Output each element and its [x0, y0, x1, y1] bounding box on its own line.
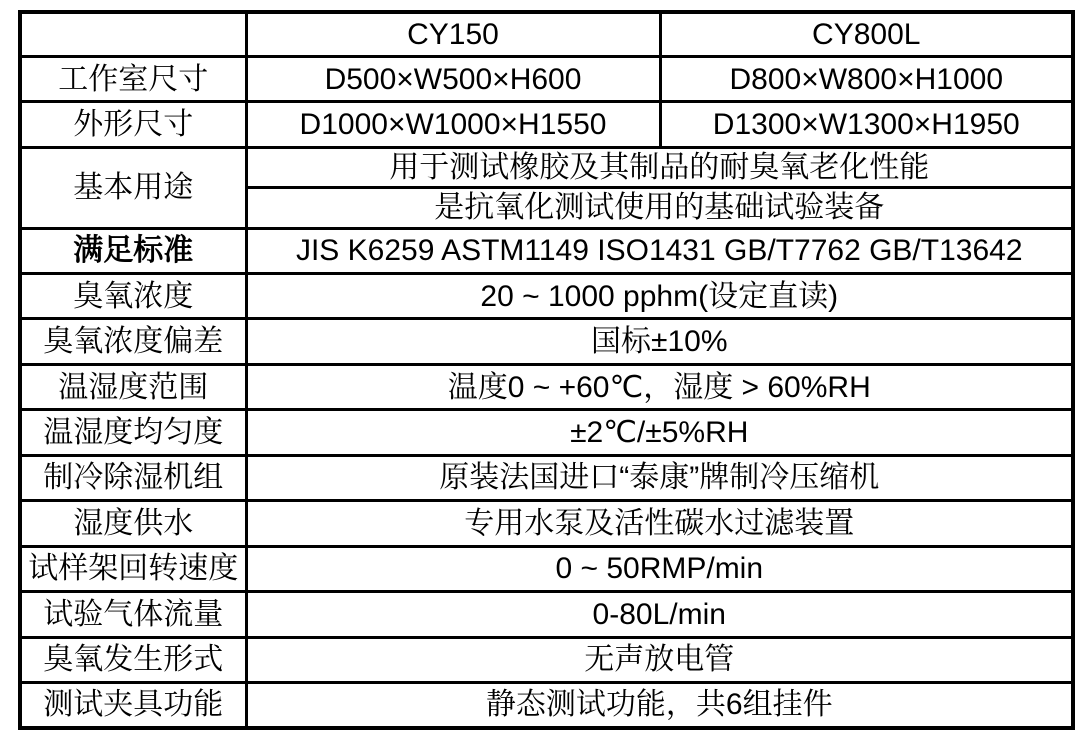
spec-row-external-size	[20, 102, 1073, 147]
row-label: 基本用途	[20, 147, 246, 228]
row-label: 试样架回转速度	[20, 546, 246, 591]
row-value-line2: 是抗氧化测试使用的基础试验装备	[246, 188, 1073, 228]
row-value: JIS K6259 ASTM1149 ISO1431 GB/T7762 GB/T13642	[246, 228, 1073, 273]
row-value-line1: 用于测试橡胶及其制品的耐臭氧老化性能	[246, 147, 1073, 187]
row-label: 臭氧浓度偏差	[20, 319, 246, 364]
row-label: 制冷除湿机组	[20, 455, 246, 500]
row-value: 0 ~ 50RMP/min	[246, 546, 1073, 591]
spec-row-test-gas-flow	[20, 592, 1073, 637]
row-value: 专用水泵及活性碳水过滤装置	[246, 501, 1073, 546]
spec-row-temp-humidity-uniformity	[20, 410, 1073, 455]
spec-row-test-fixture-function	[20, 682, 1073, 728]
spec-row-basic-use-line1	[20, 147, 1073, 187]
row-label: 工作室尺寸	[20, 56, 246, 101]
row-value: 原装法国进口“泰康”牌制冷压缩机	[246, 455, 1073, 500]
row-label: 温湿度范围	[20, 364, 246, 409]
spec-row-chamber-size	[20, 56, 1073, 101]
model-header-cy150: CY150	[246, 12, 660, 56]
row-label: 外形尺寸	[20, 102, 246, 147]
row-label: 臭氧发生形式	[20, 637, 246, 682]
spec-row-standards	[20, 228, 1073, 273]
row-label: 湿度供水	[20, 501, 246, 546]
spec-row-ozone-concentration	[20, 274, 1073, 319]
row-value: 国标±10%	[246, 319, 1073, 364]
row-value: 无声放电管	[246, 637, 1073, 682]
row-value: 0-80L/min	[246, 592, 1073, 637]
model-header-cy800l: CY800L	[660, 12, 1073, 56]
row-value-cy800l: D1300×W1300×H1950	[660, 102, 1073, 147]
row-value-cy800l: D800×W800×H1000	[660, 56, 1073, 101]
spec-table	[18, 10, 1075, 730]
spec-row-temp-humidity-range	[20, 364, 1073, 409]
row-label: 温湿度均匀度	[20, 410, 246, 455]
spec-row-ozone-generation	[20, 637, 1073, 682]
corner-cell	[20, 12, 246, 56]
row-value-cy150: D500×W500×H600	[246, 56, 660, 101]
row-value: 静态测试功能，共6组挂件	[246, 682, 1073, 728]
row-label: 测试夹具功能	[20, 682, 246, 728]
spec-row-sample-rack-speed	[20, 546, 1073, 591]
spec-row-ozone-deviation	[20, 319, 1073, 364]
row-label: 满足标准	[20, 228, 246, 273]
row-label: 臭氧浓度	[20, 274, 246, 319]
spec-row-humidity-water-supply	[20, 501, 1073, 546]
row-value-cy150: D1000×W1000×H1550	[246, 102, 660, 147]
row-value: ±2℃/±5%RH	[246, 410, 1073, 455]
row-value: 20 ~ 1000 pphm(设定直读)	[246, 274, 1073, 319]
spec-row-refrigeration-unit	[20, 455, 1073, 500]
row-label: 试验气体流量	[20, 592, 246, 637]
header-row	[20, 12, 1073, 56]
row-value: 温度0 ~ +60℃，湿度 > 60%RH	[246, 364, 1073, 409]
